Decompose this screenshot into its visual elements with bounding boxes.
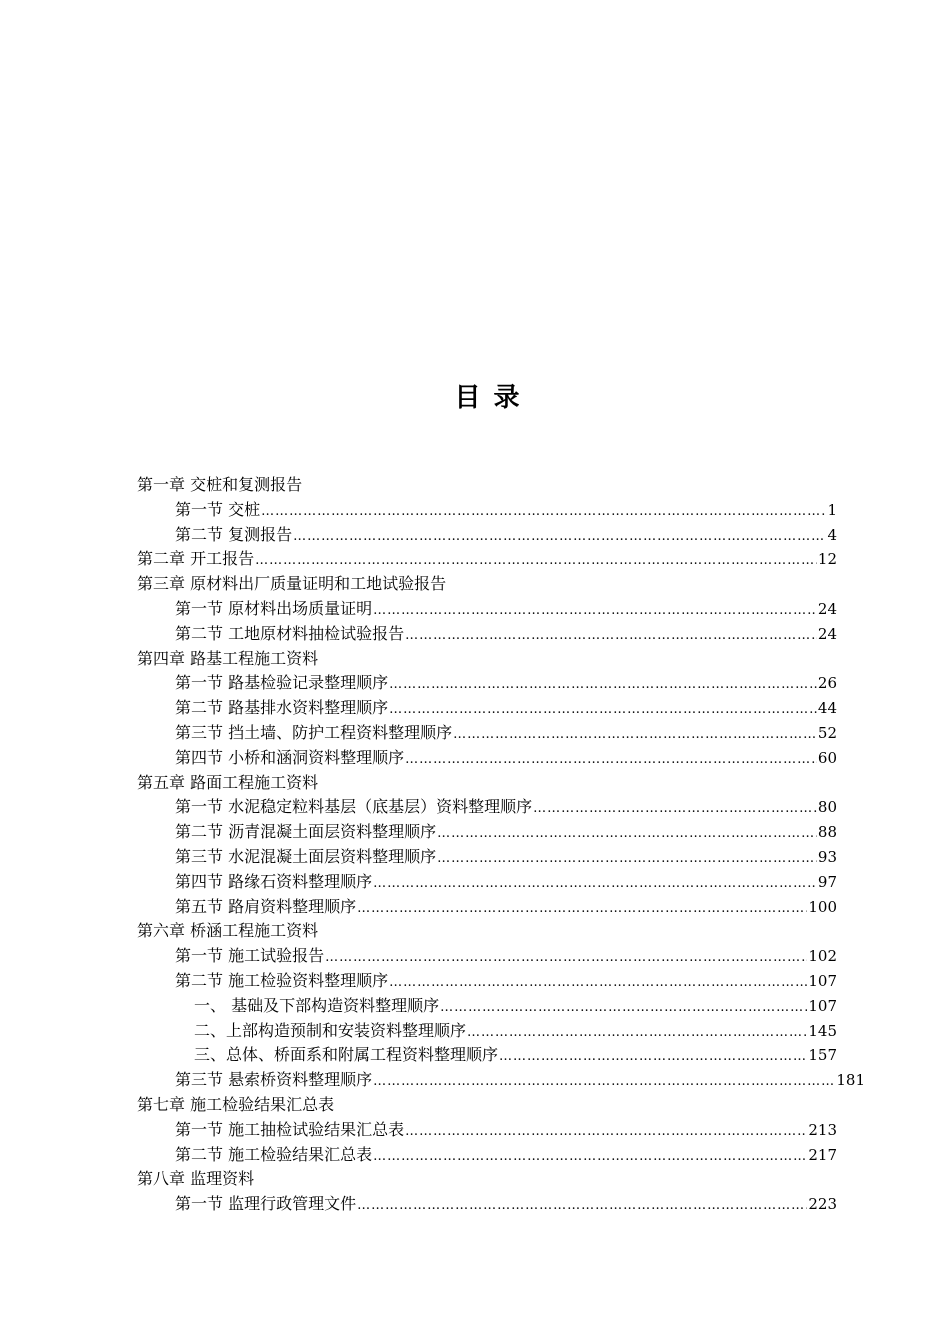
toc-page-number: 223 — [808, 1195, 837, 1214]
dot-leader — [533, 797, 817, 822]
toc-page-number: 80 — [817, 798, 837, 817]
toc-section-row[interactable] — [137, 1143, 837, 1168]
toc-section-row[interactable] — [137, 523, 837, 548]
dot-leader — [437, 847, 817, 872]
toc-page-number: 12 — [817, 550, 837, 569]
dot-leader — [437, 822, 817, 847]
toc-entry-label: 第四章 路基工程施工资料 — [137, 648, 319, 668]
toc-page-number: 97 — [817, 872, 837, 891]
toc-entry-label: 第六章 桥涵工程施工资料 — [137, 921, 319, 941]
table-of-contents — [137, 473, 865, 1217]
dot-leader — [293, 525, 826, 550]
toc-section-row[interactable] — [137, 597, 837, 622]
toc-section-row[interactable] — [137, 1068, 865, 1093]
dot-leader — [357, 1194, 807, 1219]
toc-entry-label: 第二节 施工检验结果汇总表 — [175, 1144, 373, 1164]
toc-page-number: 107 — [808, 971, 837, 990]
toc-page-number: 24 — [817, 599, 837, 618]
toc-entry-label: 二、上部构造预制和安装资料整理顺序 — [194, 1020, 467, 1040]
toc-page-number: 100 — [808, 897, 837, 916]
toc-section-row[interactable] — [137, 696, 837, 721]
toc-entry-label: 第三节 挡土墙、防护工程资料整理顺序 — [175, 722, 453, 742]
toc-entry-label: 第一节 施工试验报告 — [175, 946, 325, 966]
toc-chapter-row[interactable] — [137, 1167, 837, 1192]
toc-page-number: 1 — [827, 500, 837, 519]
toc-page-number: 52 — [817, 723, 837, 742]
toc-chapter-row[interactable] — [137, 647, 837, 672]
toc-section-row[interactable] — [137, 1118, 837, 1143]
toc-page-number: 102 — [808, 947, 837, 966]
toc-page-number: 60 — [817, 748, 837, 767]
toc-subsection-row[interactable] — [137, 994, 837, 1019]
toc-chapter-row[interactable] — [137, 1093, 837, 1118]
dot-leader — [405, 748, 817, 773]
dot-leader — [373, 872, 817, 897]
dot-leader — [325, 946, 807, 971]
toc-entry-label: 第二节 工地原材料抽检试验报告 — [175, 623, 405, 643]
toc-section-row[interactable] — [137, 498, 837, 523]
toc-section-row[interactable] — [137, 969, 837, 994]
toc-entry-label: 第二节 沥青混凝土面层资料整理顺序 — [175, 822, 437, 842]
toc-page-number: 145 — [808, 1021, 837, 1040]
dot-leader — [357, 897, 807, 922]
toc-entry-label: 第一节 监理行政管理文件 — [175, 1194, 357, 1214]
toc-entry-label: 第四节 小桥和涵洞资料整理顺序 — [175, 747, 405, 767]
toc-chapter-row[interactable] — [137, 547, 837, 572]
toc-chapter-row[interactable] — [137, 473, 837, 498]
page-title: 目 录 — [454, 383, 522, 413]
dot-leader — [405, 1120, 807, 1145]
toc-entry-label: 第一节 施工抽检试验结果汇总表 — [175, 1119, 405, 1139]
toc-page-number: 88 — [817, 823, 837, 842]
toc-entry-label: 第一节 原材料出场质量证明 — [175, 598, 373, 618]
dot-leader — [440, 996, 807, 1021]
dot-leader — [499, 1045, 807, 1070]
toc-entry-label: 一、 基础及下部构造资料整理顺序 — [194, 995, 440, 1015]
toc-entry-label: 第四节 路缘石资料整理顺序 — [175, 871, 373, 891]
toc-page-number: 44 — [817, 699, 837, 718]
toc-entry-label: 第一节 水泥稳定粒料基层（底基层）资料整理顺序 — [175, 797, 533, 817]
toc-section-row[interactable] — [137, 820, 837, 845]
toc-entry-label: 第二节 施工检验资料整理顺序 — [175, 970, 389, 990]
toc-page-number: 4 — [827, 525, 837, 544]
toc-entry-label: 第三节 水泥混凝土面层资料整理顺序 — [175, 846, 437, 866]
toc-entry-label: 第一节 交桩 — [175, 499, 261, 519]
toc-entry-label: 第三节 悬索桥资料整理顺序 — [175, 1070, 373, 1090]
dot-leader — [373, 1070, 835, 1095]
toc-entry-label: 第一章 交桩和复测报告 — [137, 475, 303, 494]
toc-page-number: 107 — [808, 996, 837, 1015]
dot-leader — [453, 723, 817, 748]
toc-page-number: 24 — [817, 624, 837, 643]
toc-entry-label: 第一节 路基检验记录整理顺序 — [175, 673, 389, 693]
dot-leader — [255, 549, 817, 574]
toc-subsection-row[interactable] — [137, 1019, 837, 1044]
dot-leader — [373, 599, 817, 624]
toc-section-row[interactable] — [137, 622, 837, 647]
toc-section-row[interactable] — [137, 671, 837, 696]
toc-page-number: 181 — [836, 1071, 865, 1090]
toc-page-number: 93 — [817, 847, 837, 866]
toc-page-number: 157 — [808, 1046, 837, 1065]
dot-leader — [389, 698, 817, 723]
toc-subsection-row[interactable] — [137, 1043, 837, 1068]
dot-leader — [261, 500, 826, 525]
toc-section-row[interactable] — [137, 721, 837, 746]
toc-entry-label: 三、总体、桥面系和附属工程资料整理顺序 — [194, 1045, 499, 1065]
toc-section-row[interactable] — [137, 895, 837, 920]
toc-entry-label: 第七章 施工检验结果汇总表 — [137, 1094, 335, 1114]
dot-leader — [389, 673, 817, 698]
toc-entry-label: 第五节 路肩资料整理顺序 — [175, 896, 357, 916]
toc-entry-label: 第八章 监理资料 — [137, 1169, 255, 1189]
toc-chapter-row[interactable] — [137, 572, 837, 597]
toc-entry-label: 第五章 路面工程施工资料 — [137, 772, 319, 792]
dot-leader — [467, 1021, 807, 1046]
toc-entry-label: 第二节 路基排水资料整理顺序 — [175, 698, 389, 718]
toc-entry-label: 第二节 复测报告 — [175, 524, 293, 544]
toc-section-row[interactable] — [137, 746, 837, 771]
toc-page-number: 26 — [817, 674, 837, 693]
dot-leader — [373, 1145, 807, 1170]
toc-chapter-row[interactable] — [137, 771, 837, 796]
toc-chapter-row[interactable] — [137, 919, 837, 944]
toc-section-row[interactable] — [137, 795, 837, 820]
dot-leader — [405, 624, 817, 649]
toc-page-number: 217 — [808, 1145, 837, 1164]
dot-leader — [389, 971, 807, 996]
toc-section-row[interactable] — [137, 944, 837, 969]
toc-section-row[interactable] — [137, 1192, 837, 1217]
toc-page-number: 213 — [808, 1120, 837, 1139]
toc-entry-label: 第二章 开工报告 — [137, 549, 255, 569]
toc-entry-label: 第三章 原材料出厂质量证明和工地试验报告 — [137, 574, 447, 594]
toc-section-row[interactable] — [137, 845, 837, 870]
toc-section-row[interactable] — [137, 870, 837, 895]
